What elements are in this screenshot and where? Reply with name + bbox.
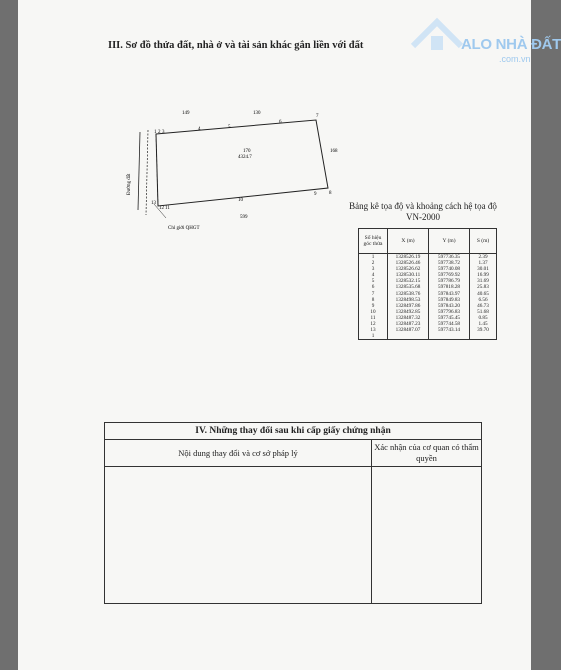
neighbor-bottom: 599 (240, 215, 248, 220)
cell-vertex: 5 (359, 278, 388, 284)
cell-y: 597843.97 (429, 291, 470, 297)
cell-s: 31.69 (470, 278, 497, 284)
cell-s: 30.01 (470, 266, 497, 272)
vertex-10: 10 (238, 198, 243, 203)
cell-s: 2.39 (470, 254, 497, 261)
cell-vertex: 8 (359, 297, 388, 303)
vertex-4: 4 (198, 127, 201, 132)
table-row (359, 254, 497, 261)
changes-content-header: Nội dung thay đổi và cơ sở pháp lý (105, 440, 372, 466)
cell-x: 1328526.19 (388, 254, 429, 261)
cell-x: 1328487.23 (388, 321, 429, 327)
cell-vertex: 1 (359, 254, 388, 261)
neighbor-top: 130 (253, 111, 261, 116)
vertex-13: 13 (151, 201, 156, 206)
house-logo-icon (407, 6, 467, 66)
planning-line (156, 134, 158, 206)
changes-section (104, 422, 482, 604)
cell-y: 597818.28 (429, 284, 470, 290)
certificate-page (18, 0, 561, 670)
cell-vertex: 7 (359, 291, 388, 297)
cell-x: 1328487.07 (388, 327, 429, 333)
cell-x: 1328487.32 (388, 315, 429, 321)
cell-s: 16.99 (470, 272, 497, 278)
cell-vertex: 12 (359, 321, 388, 327)
cell-x: 1328532.15 (388, 278, 429, 284)
cell-vertex: 1 (359, 333, 388, 340)
cell-s: 1.45 (470, 321, 497, 327)
road-edge-dashed (146, 130, 148, 215)
cell-vertex: 11 (359, 315, 388, 321)
parcel-boundary (156, 120, 328, 206)
cell-y: 597738.72 (429, 260, 470, 266)
vertex-11: 11 (165, 206, 170, 211)
neighbor-right: 168 (330, 149, 338, 154)
parcel-area: 4324.7 (238, 155, 252, 160)
section3-title: III. Sơ đồ thửa đất, nhà ở và tài sản khác gắn liền với đất (108, 40, 364, 51)
cell-s: 39.70 (470, 327, 497, 333)
road-label: Đường đất (127, 173, 132, 195)
vertex-8: 8 (329, 191, 332, 196)
cell-s: 46.73 (470, 303, 497, 309)
cell-s (470, 333, 497, 340)
cell-x: 1328526.46 (388, 260, 429, 266)
vertex-1: 1 (154, 130, 157, 135)
cell-x (388, 333, 429, 340)
section4-header-row (105, 440, 481, 467)
vertex-2: 2 (158, 130, 161, 135)
cell-y: 597743.14 (429, 327, 470, 333)
cell-vertex: 2 (359, 260, 388, 266)
table-row (359, 333, 497, 340)
cell-vertex: 13 (359, 327, 388, 333)
cell-y: 597744.58 (429, 321, 470, 327)
cell-s: 6.56 (470, 297, 497, 303)
section4-title: IV. Những thay đổi sau khi cấp giấy chứng nhận (105, 423, 481, 440)
cell-y: 597736.35 (429, 254, 470, 261)
cell-y: 597796.83 (429, 309, 470, 315)
cell-x: 1328535.68 (388, 284, 429, 290)
cell-s: 1.37 (470, 260, 497, 266)
cell-y: 597769.92 (429, 272, 470, 278)
road-edge-left (138, 132, 140, 210)
authority-confirmation-header: Xác nhận của cơ quan có thẩm quyền (374, 442, 479, 463)
vertex-6: 6 (279, 120, 282, 125)
watermark-logo (407, 6, 561, 68)
coordinates-header-row (359, 229, 497, 254)
coordinates-table (358, 228, 497, 340)
neighbor-top-left: 149 (182, 111, 190, 116)
cell-vertex: 10 (359, 309, 388, 315)
cell-vertex: 6 (359, 284, 388, 290)
cell-x: 1328538.76 (388, 291, 429, 297)
cell-vertex: 9 (359, 303, 388, 309)
section4-column-divider (371, 465, 372, 603)
vertex-5: 5 (228, 125, 231, 130)
cell-x: 1328492.85 (388, 309, 429, 315)
cell-y: 597843.20 (429, 303, 470, 309)
header-y: Y (m) (429, 229, 470, 254)
vertex-12: 12 (159, 206, 164, 211)
cell-x: 1328497.86 (388, 303, 429, 309)
watermark-brand: ALO NHÀ ĐẤT (461, 36, 561, 53)
parcel-plot-diagram (118, 100, 358, 250)
cell-vertex: 4 (359, 272, 388, 278)
cell-y: 597740.08 (429, 266, 470, 272)
boundary-note: Chỉ giới QHGT (168, 226, 200, 231)
cell-x: 1328498.53 (388, 297, 429, 303)
cell-s: 51.68 (470, 309, 497, 315)
cell-y: 597745.45 (429, 315, 470, 321)
vertex-9: 9 (314, 192, 317, 197)
vertex-3: 3 (162, 130, 165, 135)
cell-y: 597786.79 (429, 278, 470, 284)
cell-s: 40.65 (470, 291, 497, 297)
cell-x: 1328526.62 (388, 266, 429, 272)
cell-s: 25.83 (470, 284, 497, 290)
cell-x: 1328530.11 (388, 272, 429, 278)
cell-y: 597849.83 (429, 297, 470, 303)
header-x: X (m) (388, 229, 429, 254)
header-s: S (m) (470, 229, 497, 254)
parcel-number: 170 (243, 149, 251, 154)
cell-vertex: 3 (359, 266, 388, 272)
vertex-7: 7 (316, 114, 319, 119)
coordinates-title: Bảng kê tọa độ và khoảng cách hệ tọa độ VN-2000 (349, 201, 497, 222)
header-vertex: Số hiệu góc thửa (359, 229, 388, 254)
cell-s: 0.85 (470, 315, 497, 321)
watermark-domain: .com.vn (499, 54, 531, 64)
cell-y (429, 333, 470, 340)
